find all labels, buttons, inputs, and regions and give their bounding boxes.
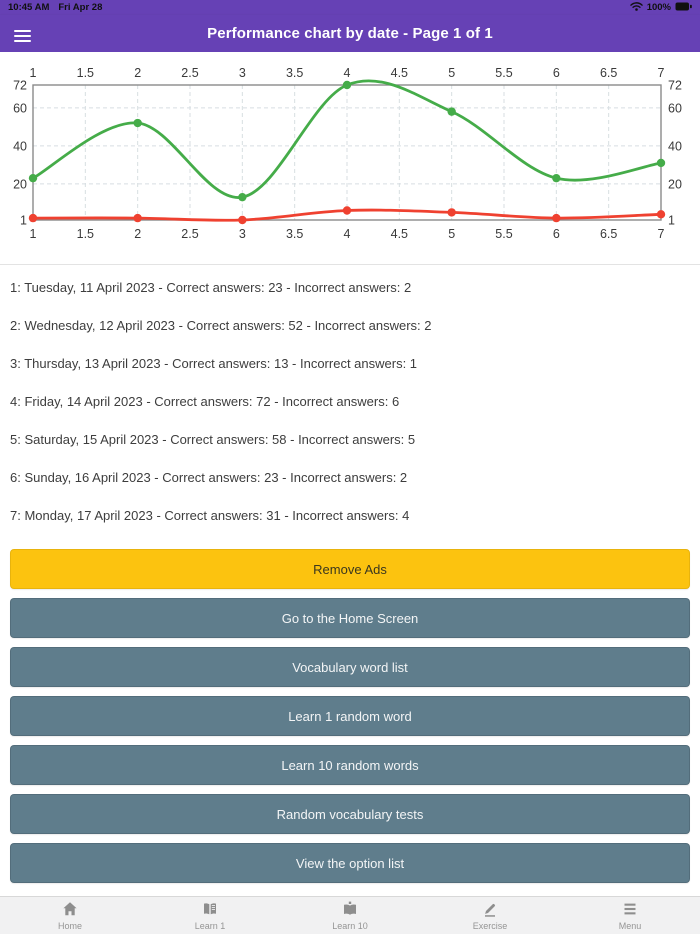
nav-label: Learn 1 xyxy=(194,920,226,931)
study-book-icon xyxy=(342,901,358,920)
svg-text:5: 5 xyxy=(448,227,456,241)
svg-text:60: 60 xyxy=(668,101,682,116)
svg-text:1.5: 1.5 xyxy=(76,227,95,241)
list-item: 5: Saturday, 15 April 2023 - Correct answers: 58 - Incorrect answers: 5 xyxy=(10,432,416,447)
nav-label: Menu xyxy=(618,920,642,931)
open-book-icon xyxy=(202,901,218,920)
list-item: 4: Friday, 14 April 2023 - Correct answers: 72 - Incorrect answers: 6 xyxy=(10,394,400,409)
app-header xyxy=(0,15,700,52)
learn-1-random-word-button[interactable]: Learn 1 random word xyxy=(10,696,690,736)
svg-text:7: 7 xyxy=(657,227,665,241)
tab-menu[interactable] xyxy=(560,897,700,934)
battery-icon xyxy=(675,2,692,14)
list-item: 6: Sunday, 16 April 2023 - Correct answers: 23 - Incorrect answers: 2 xyxy=(10,470,408,485)
menu-icon xyxy=(622,901,638,920)
learn-10-random-words-button[interactable]: Learn 10 random words xyxy=(10,745,690,785)
svg-text:1: 1 xyxy=(668,213,675,228)
status-time: 10:45 AM xyxy=(8,2,50,13)
svg-text:5.5: 5.5 xyxy=(495,66,513,80)
action-buttons xyxy=(0,547,700,883)
nav-label: Home xyxy=(57,920,82,931)
svg-text:3: 3 xyxy=(238,66,246,80)
bottom-nav xyxy=(0,896,700,934)
list-item: 1: Tuesday, 11 April 2023 - Correct answers: 23 - Incorrect answers: 2 xyxy=(10,280,412,295)
pencil-icon xyxy=(482,901,498,920)
list-item: 7: Monday, 17 April 2023 - Correct answers: 31 - Incorrect answers: 4 xyxy=(10,508,410,523)
svg-text:1.5: 1.5 xyxy=(76,66,95,80)
status-date: Fri Apr 28 xyxy=(58,2,103,13)
svg-text:72: 72 xyxy=(13,78,27,93)
performance-chart xyxy=(0,52,700,265)
svg-text:4.5: 4.5 xyxy=(390,66,409,80)
svg-text:4.5: 4.5 xyxy=(390,227,409,241)
svg-text:3.5: 3.5 xyxy=(285,66,304,80)
svg-text:2: 2 xyxy=(134,227,142,241)
svg-text:6.5: 6.5 xyxy=(599,227,618,241)
svg-text:72: 72 xyxy=(668,78,682,93)
svg-text:7: 7 xyxy=(657,66,665,80)
performance-list xyxy=(0,265,700,522)
random-vocabulary-tests-button[interactable]: Random vocabulary tests xyxy=(10,794,690,834)
tab-home[interactable] xyxy=(0,897,140,934)
svg-text:4: 4 xyxy=(343,66,351,80)
svg-text:5: 5 xyxy=(448,66,456,80)
svg-text:3: 3 xyxy=(238,227,246,241)
go-home-screen-button[interactable]: Go to the Home Screen xyxy=(10,598,690,638)
svg-text:1: 1 xyxy=(29,227,37,241)
svg-text:5.5: 5.5 xyxy=(495,227,513,241)
home-icon xyxy=(62,901,78,920)
svg-text:2.5: 2.5 xyxy=(181,66,199,80)
hamburger-menu-icon[interactable] xyxy=(12,25,38,45)
list-item: 3: Thursday, 13 April 2023 - Correct answers: 13 - Incorrect answers: 1 xyxy=(10,356,418,371)
list-item: 2: Wednesday, 12 April 2023 - Correct answers: 52 - Incorrect answers: 2 xyxy=(10,318,432,333)
tab-learn-1[interactable] xyxy=(140,897,280,934)
line-chart-canvas xyxy=(0,52,700,265)
tab-exercise[interactable] xyxy=(420,897,560,934)
vocabulary-word-list-button[interactable]: Vocabulary word list xyxy=(10,647,690,687)
svg-text:6: 6 xyxy=(552,66,560,80)
svg-text:20: 20 xyxy=(13,177,27,192)
svg-text:3.5: 3.5 xyxy=(285,227,304,241)
svg-text:1: 1 xyxy=(20,213,27,228)
wifi-icon xyxy=(630,1,643,14)
nav-label: Learn 10 xyxy=(332,920,368,931)
svg-text:4: 4 xyxy=(343,227,351,241)
svg-text:1: 1 xyxy=(29,66,37,80)
svg-text:60: 60 xyxy=(13,101,27,116)
svg-text:6.5: 6.5 xyxy=(599,66,618,80)
svg-text:6: 6 xyxy=(552,227,560,241)
svg-text:40: 40 xyxy=(668,139,682,154)
tab-learn-10[interactable] xyxy=(280,897,420,934)
status-bar xyxy=(0,0,700,15)
view-option-list-button[interactable]: View the option list xyxy=(10,843,690,883)
svg-text:20: 20 xyxy=(668,177,682,192)
page-title: Performance chart by date - Page 1 of 1 xyxy=(207,25,493,42)
svg-text:40: 40 xyxy=(13,139,27,154)
remove-ads-button[interactable]: Remove Ads xyxy=(10,549,690,589)
svg-text:2.5: 2.5 xyxy=(181,227,199,241)
svg-text:2: 2 xyxy=(134,66,142,80)
battery-percent: 100% xyxy=(646,2,671,13)
nav-label: Exercise xyxy=(472,920,508,931)
